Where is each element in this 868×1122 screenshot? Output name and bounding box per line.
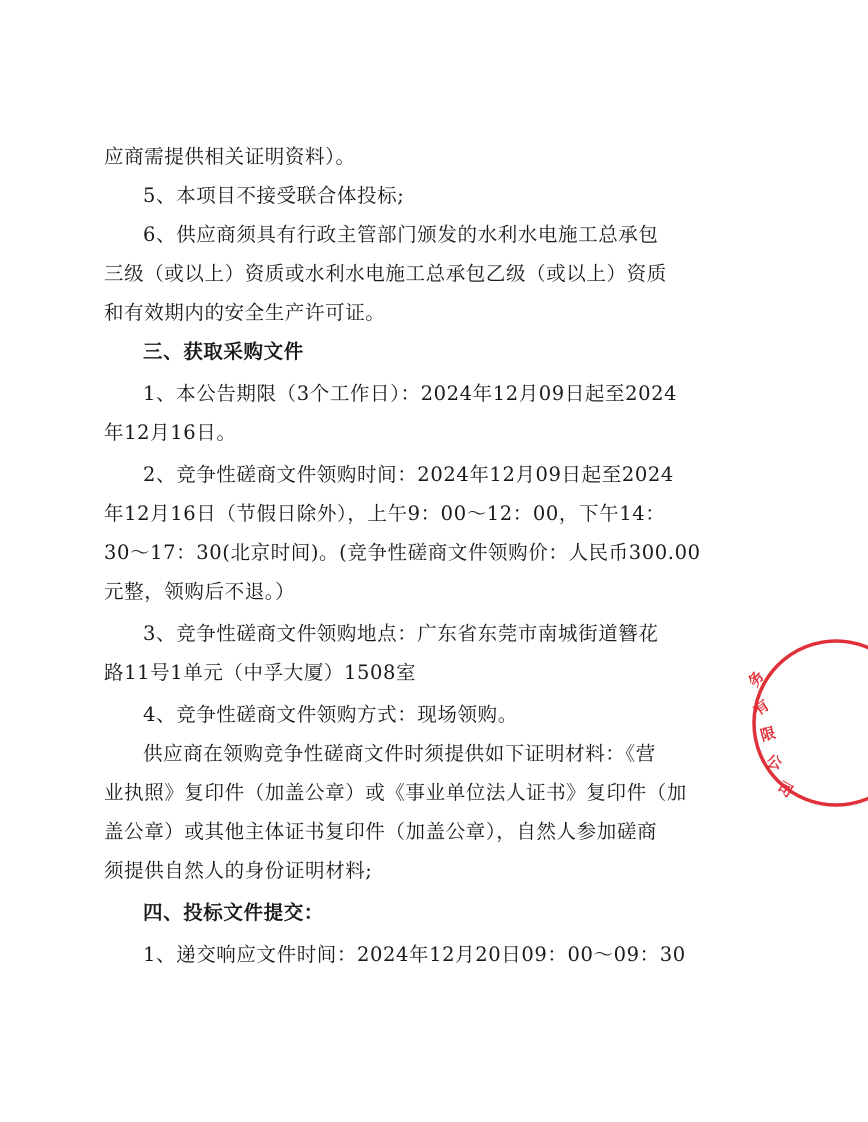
section-heading-3: 三、获取采购文件 — [143, 340, 304, 363]
text-line-8: 年12月16日。 — [104, 421, 237, 444]
svg-text:公: 公 — [765, 752, 784, 773]
text-line-10: 年12月16日（节假日除外），上午9：00～12：00，下午14： — [104, 502, 666, 525]
text-line-13: 3、竞争性磋商文件领购地点：广东省东莞市南城街道簪花 — [143, 622, 659, 645]
company-seal-stamp — [744, 628, 868, 818]
text-line-4: 三级（或以上）资质或水利水电施工总承包乙级（或以上）资质 — [104, 262, 667, 285]
text-line-7: 1、本公告期限（3个工作日）：2024年12月09日起至2024 — [143, 382, 678, 405]
text-line-17: 业执照》复印件（加盖公章）或《事业单位法人证书》复印件（加 — [104, 781, 687, 804]
svg-text:务: 务 — [744, 667, 768, 691]
svg-text:有: 有 — [749, 695, 773, 720]
text-line-5: 和有效期内的安全生产许可证。 — [104, 301, 386, 324]
text-line-15: 4、竞争性磋商文件领购方式：现场领购。 — [143, 703, 518, 726]
text-line-3: 6、供应商须具有行政主管部门颁发的水利水电施工总承包 — [143, 223, 659, 246]
text-line-14: 路11号1单元（中孚大厦）1508室 — [104, 661, 417, 684]
seal-ring — [754, 641, 868, 805]
svg-text:司: 司 — [774, 777, 797, 801]
text-line-18: 盖公章）或其他主体证书复印件（加盖公章），自然人参加磋商 — [104, 820, 658, 843]
text-line-16: 供应商在领购竞争性磋商文件时须提供如下证明材料：《营 — [143, 742, 656, 765]
text-line-12: 元整，领购后不退。） — [104, 580, 296, 603]
text-line-19: 须提供自然人的身份证明材料; — [104, 859, 373, 882]
svg-text:限: 限 — [758, 723, 778, 745]
text-line-21: 1、递交响应文件时间：2024年12月20日09：00～09：30 — [143, 943, 686, 966]
text-line-1: 应商需提供相关证明资料）。 — [104, 145, 356, 168]
text-line-11: 30～17：30(北京时间)。(竞争性磋商文件领购价：人民币300.00 — [104, 541, 701, 564]
text-line-2: 5、本项目不接受联合体投标; — [143, 184, 405, 207]
text-line-9: 2、竞争性磋商文件领购时间：2024年12月09日起至2024 — [143, 463, 674, 486]
section-heading-4: 四、投标文件提交： — [143, 901, 324, 924]
